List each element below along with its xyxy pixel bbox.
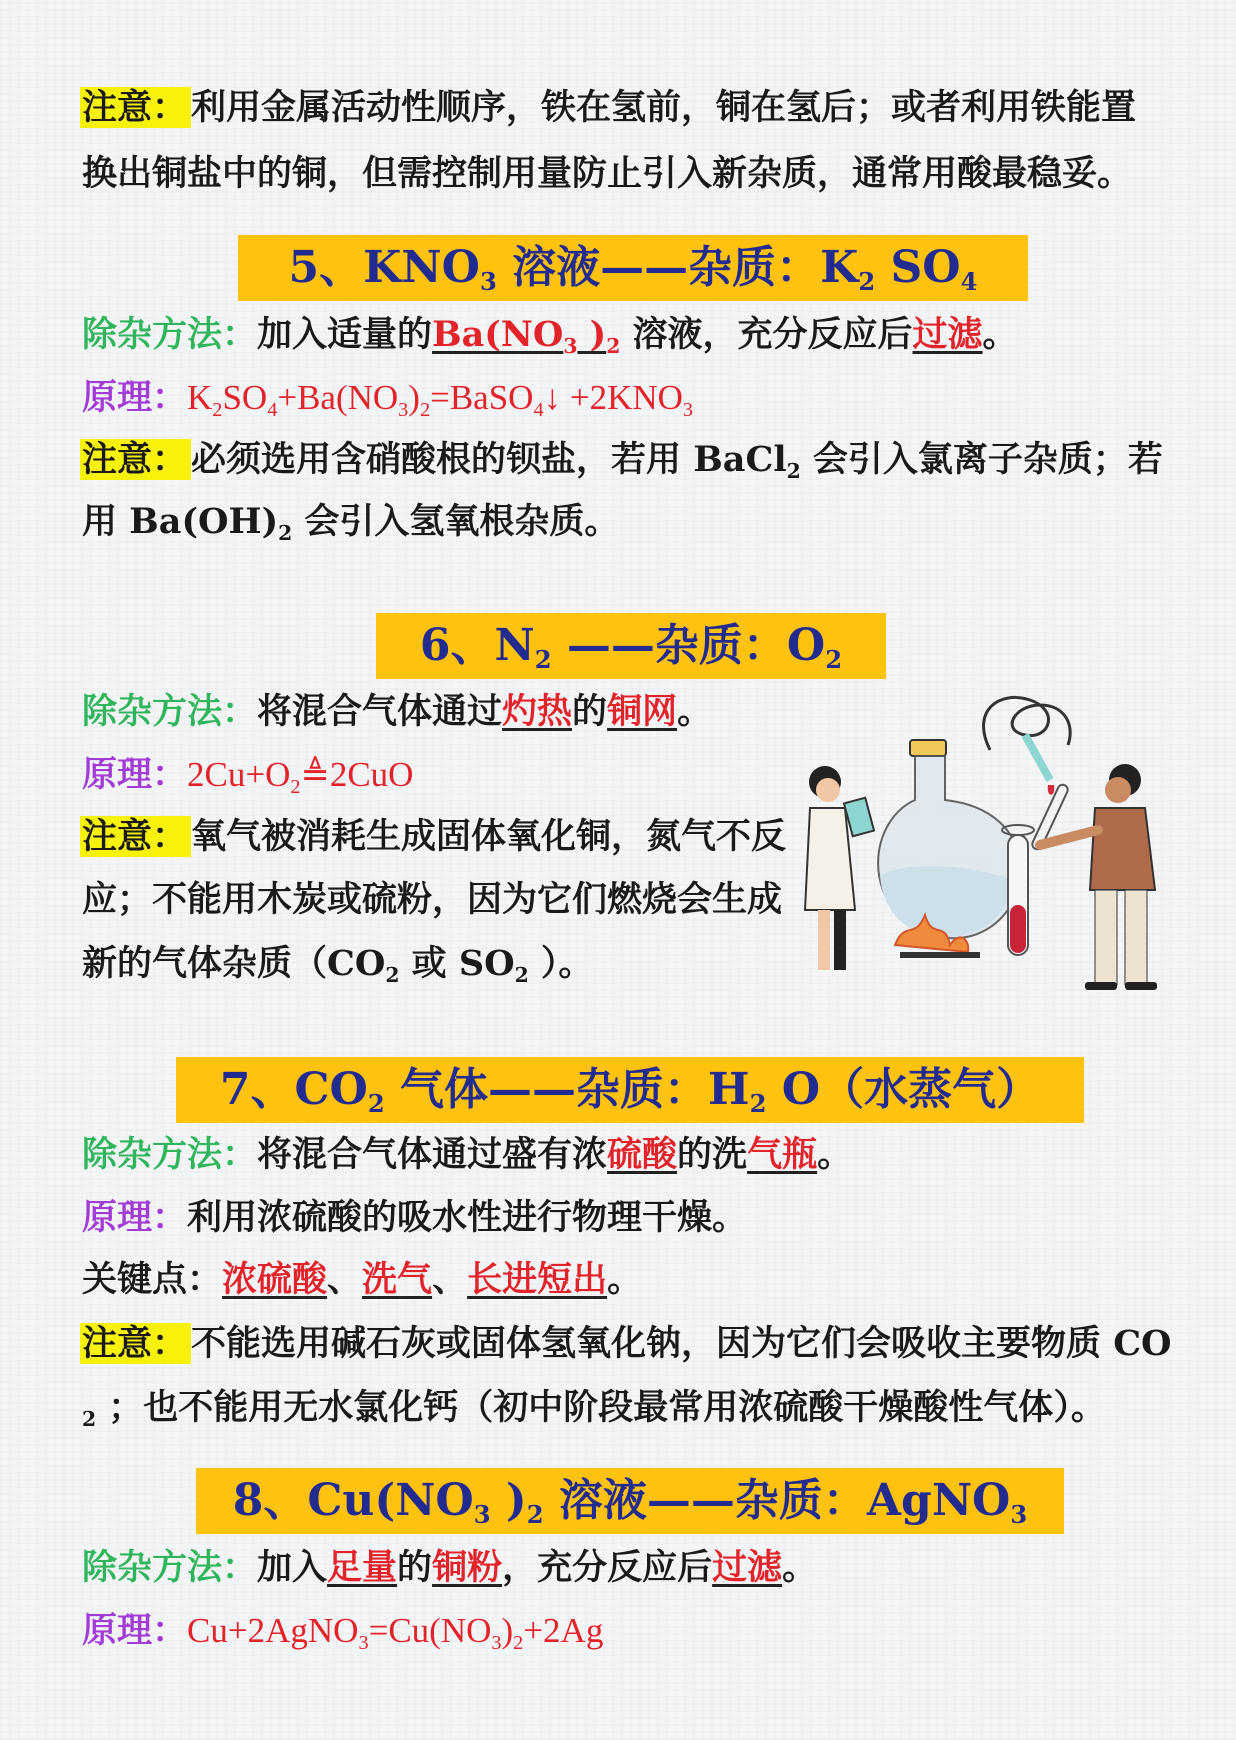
chemistry-lab-scientists-illustration [800,690,1180,1020]
section-6-principle: 原理：$2Cu+O_2≜2CuO$ [82,754,414,798]
section-8-principle: 原理：$Cu+2AgNO_3=Cu(NO_3)_2+2Ag$ [82,1610,604,1654]
section-5-note-line-1: 注意： 必须选用含硝酸根的钡盐，若用 BaCl$_2$ 会引入氯离子杂质；若 [82,439,1163,483]
section-7-keypoint: 关键点：浓硫酸、洗气、长进短出。 [82,1259,643,1300]
section-7-method: 除杂方法：将混合气体通过盛有浓硫酸的洗气瓶。 [82,1134,853,1175]
section-8-header: 8、$Cu(NO_3$ )$_2$ 溶液——杂质：AgNO$_3$ [196,1468,1064,1534]
intro-note-line-2: 换出铜盐中的铜，但需控制用量防止引入新杂质，通常用酸最稳妥。 [82,153,1133,194]
section-5-header: 5、$KNO_3$ 溶液——杂质：$K_2$ $SO_4$ [238,235,1028,301]
section-5-note-line-2: 用 $Ba(OH)_2$ 会引入氢氧根杂质。 [82,501,620,545]
section-5-principle: 原理：$K_2SO_4+Ba(NO_3)_2=BaSO_4↓ +2KNO_3$ [82,377,694,421]
intro-note-line-1: 注意： 利用金属活动性顺序，铁在氢前，铜在氢后；或者利用铁能置 [82,87,1137,128]
section-6-note-line-1: 注意： 氧气被消耗生成固体氧化铜，氮气不反 [82,816,787,857]
section-7-note-line-2: $_2$ ；也不能用无水氯化钙（初中阶段最常用浓硫酸干燥酸性气体）。 [82,1387,1106,1431]
section-6-method: 除杂方法：将混合气体通过灼热的铜网。 [82,691,713,732]
note-label: 注意： [80,87,191,128]
section-6-header: 6、$N_2$ ——杂质：$O_2$ [376,613,886,679]
section-6-note-line-2: 应；不能用木炭或硫粉，因为它们燃烧会生成 [82,879,783,920]
section-6-note-line-3: 新的气体杂质（$CO_2$ 或 $SO_2$ ）。 [82,943,594,987]
section-7-note-line-1: 注意： 不能选用碱石灰或固体氢氧化钠，因为它们会吸收主要物质 CO [82,1323,1172,1364]
section-7-header: 7、$CO_2$ 气体——杂质：$H_2$ O（水蒸气） [176,1057,1084,1123]
section-5-method: 除杂方法：加入适量的$Ba(NO_3$ )$_2$ 溶液，充分反应后过滤。 [82,314,1018,358]
section-7-principle: 原理：利用浓硫酸的吸水性进行物理干燥。 [82,1197,748,1238]
section-8-method: 除杂方法：加入足量的铜粉，充分反应后过滤。 [82,1547,818,1588]
